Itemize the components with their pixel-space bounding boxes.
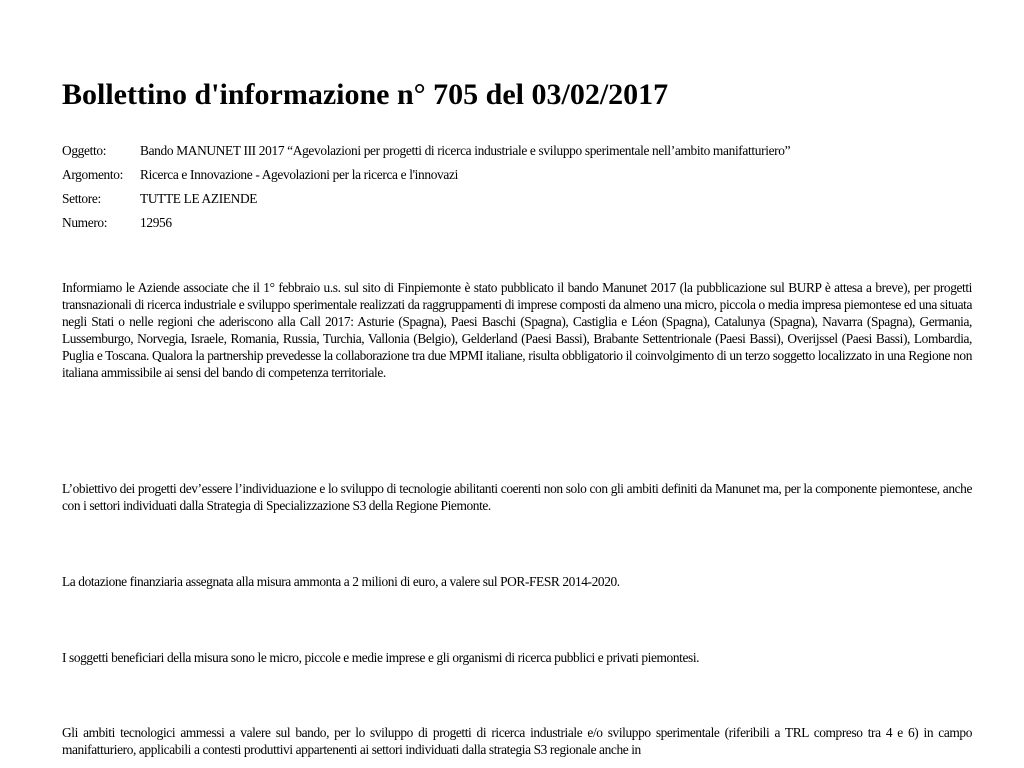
body-paragraph: I soggetti beneficiari della misura sono le micro, piccole e medie imprese e gli organismi di ricerca pubblici e privati piemontesi. <box>62 650 700 665</box>
meta-row-argomento <box>62 163 790 187</box>
body-paragraph: La dotazione finanziaria assegnata alla misura ammonta a 2 milioni di euro, a valere sul POR-FESR 2014-2020. <box>62 574 620 589</box>
meta-label: Oggetto: <box>62 143 107 158</box>
meta-row-numero <box>62 211 790 235</box>
page-title: Bollettino d'informazione n° 705 del 03/02/2017 <box>62 78 669 111</box>
meta-label: Argomento: <box>62 167 123 182</box>
meta-label: Numero: <box>62 215 108 230</box>
body-paragraph: L’obiettivo dei progetti dev’essere l’individuazione e lo sviluppo di tecnologie abilitanti coerenti non solo con gli ambiti definiti da Manunet ma, per la componente piemontese, anche con i settori individuati dalla Strategia di Specializzazione S3 della Regione Piemonte. <box>62 481 972 513</box>
meta-label: Settore: <box>62 191 101 206</box>
metadata-block <box>62 139 790 235</box>
meta-value: Bando MANUNET III 2017 “Agevolazioni per progetti di ricerca industriale e sviluppo sperimentale nell’ambito manifatturiero” <box>140 143 791 158</box>
meta-value: Ricerca e Innovazione - Agevolazioni per la ricerca e l'innovazi <box>140 167 458 182</box>
body-paragraph: Informiamo le Aziende associate che il 1° febbraio u.s. sul sito di Finpiemonte è stato pubblicato il bando Manunet 2017 (la pubblicazione sul BURP è attesa a breve), per progetti transnazionali di ricerca industriale e sviluppo sperimentale realizzati da raggruppamenti di imprese composti da almeno una micro, piccola o media impresa piemontese ed una situata negli Stati o nelle regioni che aderiscono alla Call 2017: Asturie (Spagna), Paesi Baschi (Spagna), Castiglia e Léon (Spagna), Catalunya (Spagna), Navarra (Spagna), Germania, Lussemburgo, Norvegia, Israele, Romania, Russia, Turchia, Vallonia (Belgio), Gelderland (Paesi Bassi), Brabante Settentrionale (Paesi Bassi), Overijssel (Paesi Bassi), Lombardia, Puglia e Toscana. Qualora la partnership prevedesse la collaborazione tra due MPMI italiane, risulta obbligatorio il coinvolgimento di un terzo soggetto localizzato in una Regione non italiana ammissibile ai sensi del bando di competenza territoriale. <box>62 280 972 380</box>
meta-row-oggetto <box>62 139 790 163</box>
meta-row-settore <box>62 187 790 211</box>
meta-value: 12956 <box>140 215 172 230</box>
meta-value: TUTTE LE AZIENDE <box>140 191 258 206</box>
body-paragraph: Gli ambiti tecnologici ammessi a valere sul bando, per lo sviluppo di progetti di ricerca industriale e/o sviluppo sperimentale (riferibili a TRL compreso tra 4 e 6) in campo manifatturiero, applicabili a contesti produttivi appartenenti ai settori individuati dalla strategia S3 regionale anche in <box>62 725 972 757</box>
